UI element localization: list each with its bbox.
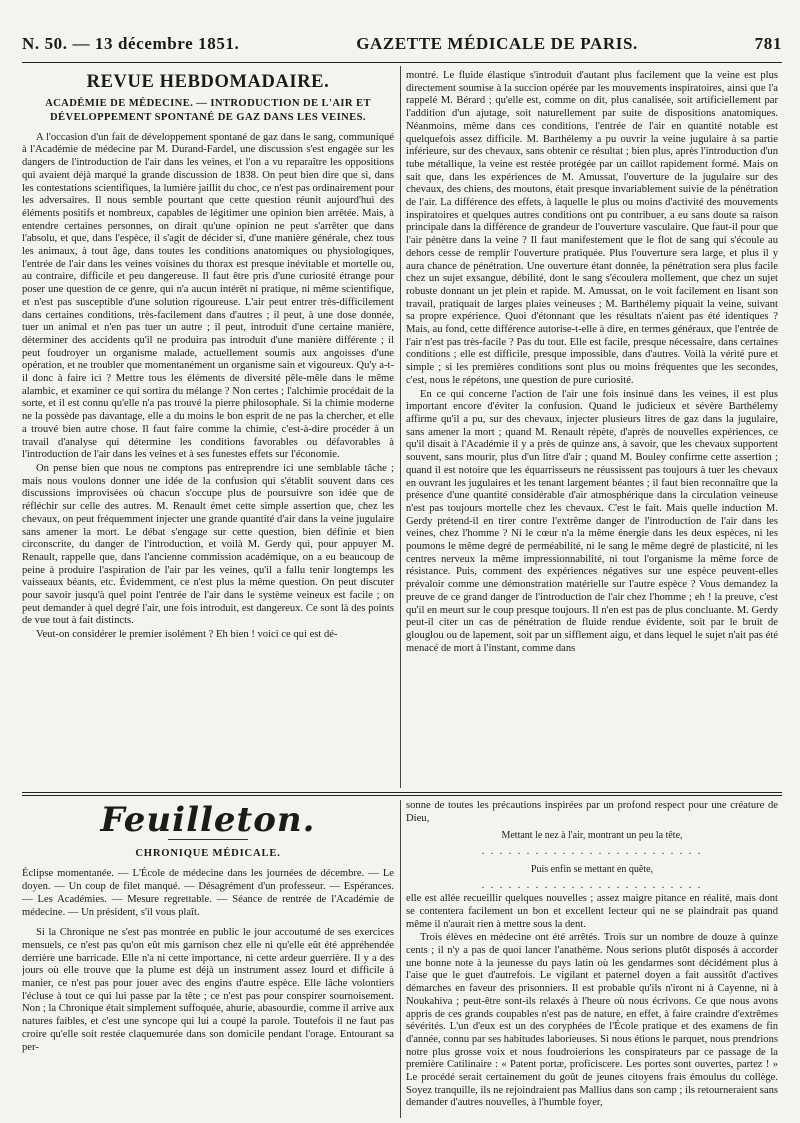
feuilleton-left-column (22, 800, 394, 1118)
chronicle-paragraph: sonne de toutes les précautions inspirées par un profond respect pour une créature de Dieu, (406, 800, 778, 824)
verse-dots: . . . . . . . . . . . . . . . . . . . . . . . . . (481, 879, 703, 891)
issue-date: N. 50. — 13 décembre 1851. (22, 34, 240, 53)
chronicle-paragraph: Si la Chronique ne s'est pas montrée en public le jour accoutumé de ses exercices mensuels, ce n'est pas qu'on eût mis garnison chez elle ni qu'elle eût été appréhendée derrière une barricade. Elle n'a ni cette importance, ni cette ardeur guerrière. Il y a des jours où elle trouve que la plume est déjà un instrument assez lourd et difficile à manier, ce n'est pas pour jouer avec des engins d'autre espèce. Elle lâche volontiers l'écluse à tout ce qui lui passe par la tête ; ce n'est pas pour conspirer sournoisement. Non ; la Chronique était simplement suffoquée, ahurie, abasourdie, comme il arrive aux natures faibles, et c'est une syncope qui lui a coupé la parole. Toutefois il ne faut pas croire qu'elle soit restée claquemurée dans son domicile pendant l'orage. Entourant sa per- (22, 927, 394, 1053)
page-number: 781 (754, 34, 782, 53)
revue-paragraph: A l'occasion d'un fait de développement spontané de gaz dans le sang, communiqué à l'Académie de médecine par M. Durand-Fardel, une discussion s'est engagée sur les dangers de l'introduction de l'air dans les veines, et l'on a vu reparaître les oppositions qui avaient déjà marqué la grande discussion de 1838. On peut bien dire que si, dans les contestations scientifiques, la lumière jaillit du choc, ce n'est pas ordinairement pour les adversaires. Il nous semble pourtant que cette question réunit aujourd'hui des éléments positifs et nombreux, capables de légitimer une opinion bien arrêtée. Mais, à entendre certaines personnes, on dirait qu'une opinion ne peut s'arrêter que dans l'absolu, et que, dans l'espèce, il s'agit de décider si, d'une manière générale, chez tous les animaux, à tout âge, dans toutes les conditions anatomiques ou physiologiques, l'entrée de l'air dans les veines voisines du thorax est presque inévitable et mortelle ou, au contraire, difficile et peu dangereuse. Il faut être pris d'une curiosité étrange pour poser une question de ce genre, qui n'a aucun intérêt ni pratique, ni même scientifique, et n'est pas susceptible d'une solution rigoureuse. L'air peut entrer très-difficilement dans certaines conditions, très-facilement dans d'autres ; il peut, à une dose donnée, tuer un animal et n'en pas tuer un autre ; il peut, introduit d'une certaine manière, déterminer des accidents qu'il ne produira pas introduit d'une manière différente ; il peut foudroyer un organisme malade, actuellement soumis aux angoisses d'une opération, et ne troubler que momentanément un organisme sain et vigoureux. Qu'y a-t-il donc à faire ici ? Mettre tous les éléments de diversité pêle-mêle dans le même alambic, et examiner ce qui sortira du mélange ? Non certes ; l'alchimie procédait de la sorte, et il est connu qu'elle n'a pas trouvé la pierre philosophale. Si la chimie moderne ne la possède pas davantage, elle a du moins le bon esprit de ne pas la chercher, et elle a trouvé bien autre chose. Il faut faire comme la chimie, c'est-à-dire procéder à un travail d'analyse qui détermine les conditions favorables ou défavorables à l'introduction de l'air dans les veines et à ses funestes effets sur l'économie. (22, 131, 394, 461)
chronicle-title: CHRONIQUE MÉDICALE. (135, 847, 281, 859)
revue-paragraph: Veut-on considérer le premier isolément ? Eh bien ! voici ce qui est dé- (36, 629, 338, 641)
revue-paragraph: On pense bien que nous ne comptons pas entreprendre ici une semblable tâche ; mais nous voulons donner une idée de la confusion qui s'établit souvent dans ces discussions improvisées où chacun s'occupe plus de poursuivre son idée que de réfléchir sur celle des autres. M. Renault émet cette simple assertion que, chez les chevaux, on peut fréquemment injecter une grande quantité d'air dans la veine jugulaire sans amener la mort. Le débat s'engage sur cette question, bien définie et bien circonscrite, du danger de l'introduction, et voilà M. Gerdy qui, pour appuyer M. Renault, rappelle que, dans l'ancienne commission académique, on a eu beaucoup de peine à produire l'aspiration de l'air par les veines, qu'il a fallu tenir longtemps les vaisseaux béants, etc. Évidemment, ce n'est plus la même question. On peut discuter pour savoir jusqu'à quel point l'entrée de l'air dans le système veineux est facile ; on peut demander à quel degré l'air, une fois introduit, est dangereux. Ce sont là des points de vue tout à fait distincts. (22, 462, 394, 627)
revue-right-column (406, 70, 778, 786)
column-divider (400, 66, 401, 788)
chronicle-paragraph: elle est allée recueillir quelques nouvelles ; assez maigre pitance en réalité, mais dont se contentera facilement un bon et excellent lecteur qui ne se plaindrait pas quand même il n'aurait rien à mettre sous la dent. (406, 893, 778, 930)
revue-left-column (22, 70, 394, 786)
header-rule (22, 62, 782, 63)
chronicle-paragraph: Trois élèves en médecine ont été arrêtés. Trois sur un nombre de douze à quinze cents ; il n'y a pas de quoi lancer l'anathème. Nous serions plutôt disposés à accorder une bonne note à la jeunesse du pays latin où les gendarmes sont décidément plus à l'aise que le guet d'autrefois. Le vigilant et paternel doyen a fait aussitôt d'actives démarches en faveur des prisonniers. Il est probable qu'ils n'iront ni à Cayenne, ni à Noukahiva ; peut-être sont-ils relaxés à l'heure où nous écrivons. Ce que nous avons appris de ces grands coupables n'est pas de nature, en effet, à faire craindre d'extrêmes sévérités. L'un d'eux est un des coryphées de l'École pratique et des examens de fin d'année, connu par ses habitudes laborieuses. Si nous étions le parquet, nous prendrions notre plus grosse voix et nous foudroierions les conspirateurs par ce passage de la première Catilinaire : « Patent portæ, proficiscere. Les portes sont ouvertes, partez ! » Le procédé serait certainement du goût de jeunes citoyens frais émoulus du collège. Soyez tranquille, ils ne rejoindraient pas Mallius dans son camp ; ils retourneraient sans demander d'autres nouvelles, à l'humble foyer, (406, 932, 778, 1109)
feuilleton-rule (22, 792, 782, 793)
page-header (22, 30, 782, 58)
revue-subtitle: ACADÉMIE DE MÉDECINE. — INTRODUCTION DE L'AIR ET DÉVELOPPEMENT SPONTANÉ DE GAZ DANS LES VEINES. (45, 97, 371, 123)
feuilleton-rule-double (22, 795, 782, 796)
verse-dots: . . . . . . . . . . . . . . . . . . . . . . . . . (481, 846, 703, 858)
revue-paragraph: En ce qui concerne l'action de l'air une fois insinué dans les veines, il est plus important encore d'éviter la confusion. Quand le judicieux et sévère Barthélemy affirme qu'il a pu, sur des chevaux, injecter plusieurs litres de gaz dans la jugulaire, sans amener la mort ; quand M. Renault répète, d'après de nouvelles expériences, ce qu'il disait à l'Académie il y a près de quinze ans, à savoir, que les chevaux supportent souvent, sans mourir, plus d'un litre d'air ; quand M. Bouley confirme cette assertion ; quand il est notoire que les équarrisseurs ne réussissent pas toujours à tuer les chevaux en ouvrant les jugulaires et les tenant largement béantes ; il faut bien reconnaître que la présence d'une quantité considérable d'air atmosphérique dans la circulation veineuse n'est pas toujours mortelle chez les chevaux. C'est le fait. Mais quelle induction M. Gerdy prétend-il en tirer contre l'extrême danger de l'introduction de l'air dans les veines, chez l'homme ? Ni le cœur n'a la même énergie dans les deux espèces, ni les poumons le même degré de perméabilité, ni le sang le même degré de plasticité, ni les centres nerveux la même impressionnabilité, ni tout l'organisme la même force de résistance. Puis, comment des expériences négatives sur une espèce peuvent-elles prévaloir comme une démonstration matérielle sur l'autre espèce ? Vous demandez la preuve de ce grand danger de l'introduction de l'air chez l'homme ; eh ! la preuve, c'est qu'il en meurt sur le coup presque toujours. Il n'en est pas de plus concluante. M. Gerdy peut-il citer un cas de pénétration de fluide rendue évidente, soit par le bruit de glouglou ou de lapement, soit par un sifflement aigu, et dans lequel le sujet n'ait pas été menacé de mort à l'instant, comme dans (406, 388, 778, 654)
verse-line: Puis enfin se mettant en quête, (530, 863, 654, 875)
revue-paragraph: montré. Le fluide élastique s'introduit d'autant plus facilement que la veine est plus directement soumise à la succion opérée par les mouvements inspiratoires, ainsi que l'a rappelé M. Bérard ; qu'elle est, comme on dit, plus canalisée, soit artificiellement par l'addition d'un ajutage, soit naturellement par suite de dispositions anatomiques. Néanmoins, même dans ces conditions, l'entrée de l'air en quantité notable est quelquefois assez difficile. M. Barthélemy a pu ouvrir la veine jugulaire à sa partie inférieure, sur des chevaux, sans obtenir ce résultat ; bien plus, après l'introduction d'un tube métallique, la veine est restée protégée par un caillot rapidement formé. Mais on sait que, dans les expériences de M. Amussat, l'ouverture de la jugulaire sur des chevaux, des chiens, des moutons, était presque invariablement suivie de la pénétration de l'air. La différence des effets, à laquelle le plus ou moins d'activité des mouvements inspiratoires et quelques autres conditions ont pu contribuer, a eu sans doute sa raison principale dans la différence de grandeur de l'ouverture vasculaire. Que faut-il pour que l'air pénètre dans la veine ? Il faut manifestement que le flot de sang qui s'écoule au dehors cesse de remplir l'ouverture pratiquée. Plus l'ouverture sera large, et plus il y aura chance de pénétration. Une ouverture étant donnée, la pénétration sera plus facile chez un sujet exsangue, débilité, dont le sang s'écoulera mollement, que chez un sujet robuste donnant un jet plein et rapide. M. Amussat, on le voit facilement en lisant son travail, pratiquait de larges plaies veineuses ; M. Barthélemy piquait la veine, suivant sa propre expérience. Quoi d'étonnant que les résultats n'aient pas été identiques ? Mais, au fond, cette différence autorise-t-elle à dire, en termes généraux, que l'entrée de l'air n'est pas très-facile ? Pas du tout. Elle est facile, presque nécessaire, dans certaines conditions ; elle est difficile, presque impossible, dans d'autres. Voilà la vérité pure et simple ; si les premières conditions sont plus ou moins fréquentes que les secondes, c'est, nous le répétons, une question de pure curiosité. (406, 70, 778, 386)
feuilleton-right-column (406, 800, 778, 1118)
revue-title: REVUE HEBDOMADAIRE. (86, 72, 330, 92)
verse-line: Mettant le nez à l'air, montrant un peu la tête, (501, 830, 683, 842)
journal-title: GAZETTE MÉDICALE DE PARIS. (356, 34, 638, 53)
chronicle-summary: Éclipse momentanée. — L'École de médecine dans les journées de décembre. — Le doyen. — Un coup de filet manqué. — Désagrément d'un professeur. — Espérances. — Les Académies. — Mesure regrettable. — Séance de rentrée de l'Académie de médecine. — Un président, s'il vous plaît. (22, 868, 394, 918)
feuilleton-title: Feuilleton. (100, 800, 316, 840)
column-divider-bottom (400, 800, 401, 1118)
